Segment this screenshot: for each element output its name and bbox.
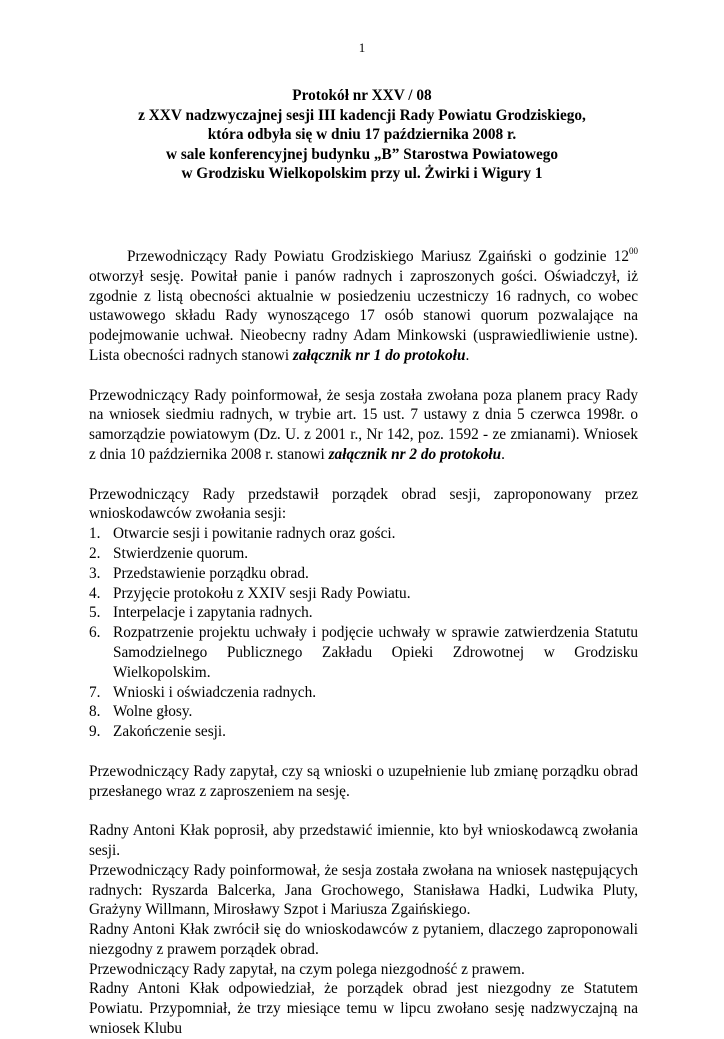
- paragraph-opening: Przewodniczący Rady Powiatu Grodziskiego Mariusz Zgaiński o godzinie $12^{00}$ otworzył sesję. Powitał panie i panów radnych i zaproszonych gości. Oświadczył, iż zgodnie z listą obecności aktualnie w posiedzeniu uczestniczy 16 radnych, co wobec ustawowego składu Rady wynoszącego 17 osób stanowi quorum pozwalające na podejmowanie uchwał. Nieobecny radny Adam Minkowski (usprawiedliwienie ustne). Lista obecności radnych stanowi załącznik nr 1 do protokołu.: [89, 246, 638, 364]
- paragraph-agenda-intro: Przewodniczący Rady przedstawił porządek obrad sesji, zaproponowany przez wnioskodawców zwołania sesji:: [89, 485, 638, 523]
- attachment-reference: załącznik nr 1 do protokołu: [292, 346, 466, 364]
- paragraph-discussion: Przewodniczący Rady poinformował, że sesja została zwołana na wniosek następujących radnych: Ryszarda Balcerka, Jana Grochowego, Stanisława Hadki, Ludwika Pluty, Grażyny Willmann, Mirosławy Szpot i Mariusza Zgaińskiego.: [89, 861, 638, 919]
- paragraph-discussion: Radny Antoni Kłak odpowiedział, że porządek obrad jest niezgodny ze Statutem Powiatu. Przypomniał, że trzy miesiące temu w lipcu zwołano sesję nadzwyczajną na wniosek Klubu: [89, 980, 638, 1038]
- title-line: Protokół nr XXV / 08: [292, 87, 432, 104]
- agenda-item: 5. Interpelacje i zapytania radnych.: [89, 604, 313, 622]
- agenda-item: 3. Przedstawienie porządku obrad.: [89, 564, 309, 582]
- agenda-item: 2. Stwierdzenie quorum.: [89, 544, 249, 562]
- time-superscript: 00: [629, 246, 638, 256]
- attachment-reference: załącznik nr 2 do protokołu: [328, 445, 502, 463]
- page-number: 1: [358, 40, 366, 55]
- paragraph-discussion: Przewodniczący Rady zapytał, na czym polega niezgodność z prawem.: [89, 960, 525, 978]
- paragraph-agenda-question: Przewodniczący Rady zapytał, czy są wnioski o uzupełnienie lub zmianę porządku obrad przesłanego wraz z zaproszeniem na sesję.: [89, 762, 638, 800]
- title-line: która odbyła się w dniu 17 października 2008 r.: [207, 126, 517, 143]
- agenda-item: 4. Przyjęcie protokołu z XXIV sesji Rady Powiatu.: [89, 584, 411, 602]
- agenda-item: 7. Wnioski i oświadczenia radnych.: [89, 683, 317, 701]
- agenda-item: 1. Otwarcie sesji i powitanie radnych oraz gości.: [89, 525, 396, 543]
- title-line: w Grodzisku Wielkopolskim przy ul. Żwirki i Wigury 1: [181, 165, 543, 182]
- agenda-list: [89, 524, 638, 742]
- document-body: [89, 247, 638, 1039]
- agenda-item: 9. Zakończenie sesji.: [89, 723, 226, 741]
- document-title: [0, 86, 724, 184]
- agenda-item: 8. Wolne głosy.: [89, 703, 193, 721]
- paragraph-discussion: Radny Antoni Kłak poprosił, aby przedstawić imiennie, kto był wnioskodawcą zwołania sesji.: [89, 822, 638, 859]
- title-line: z XXV nadzwyczajnej sesji III kadencji Rady Powiatu Grodziskiego,: [138, 106, 586, 124]
- agenda-item: 6. Rozpatrzenie projektu uchwały i podjęcie uchwały w sprawie zatwierdzenia Statutu Samodzielnego Publicznego Zakładu Opieki Zdrowotnej w Grodzisku Wielkopolskim.: [89, 624, 638, 681]
- paragraph-session-info: Przewodniczący Rady poinformował, że sesja została zwołana poza planem pracy Rady na wniosek siedmiu radnych, w trybie art. 15 ust. 7 ustawy z dnia 5 czerwca 1998r. o samorządzie powiatowym (Dz. U. z 2001 r., Nr 142, poz. 1592 - ze zmianami). Wniosek z dnia 10 października 2008 r. stanowi załącznik nr 2 do protokołu.: [89, 386, 638, 463]
- paragraph-discussion: Radny Antoni Kłak zwrócił się do wnioskodawców z pytaniem, dlaczego zaproponowali niezgodny z prawem porządek obrad.: [89, 921, 638, 958]
- title-line: w sale konferencyjnej budynku „B” Starostwa Powiatowego: [165, 145, 559, 163]
